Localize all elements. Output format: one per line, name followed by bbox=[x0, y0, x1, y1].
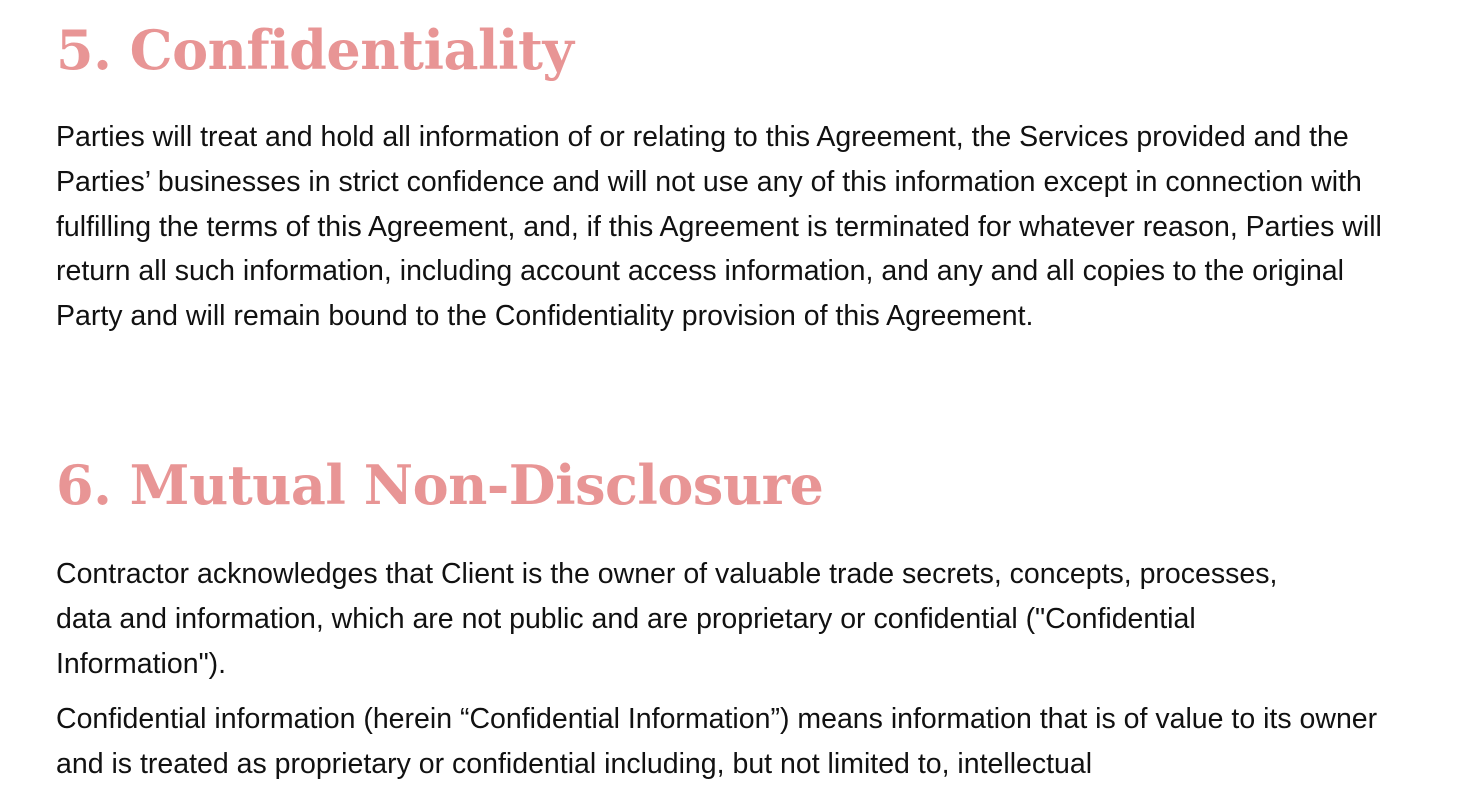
section-paragraph-mutual-non-disclosure-2: Confidential information (herein “Confidential Information”) means information that is of value to its owner and is treated as proprietary or confidential including, but not limited to, intellectual bbox=[56, 703, 1378, 780]
section-title-confidentiality: 5. Confidentiality bbox=[56, 18, 574, 82]
section-paragraph-confidentiality: Parties will treat and hold all information of or relating to this Agreement, the Services provided and the Parties’ businesses in strict confidence and will not use any of this information except in connection with fulfilling the terms of this Agreement, and, if this Agreement is terminated for whatever reason, Parties will return all such information, including account access information, and any and all copies to the original Party and will remain bound to the Confidentiality provision of this Agreement. bbox=[56, 121, 1382, 333]
section-paragraph-mutual-non-disclosure-1: Contractor acknowledges that Client is the owner of valuable trade secrets, concepts, processes, data and information, which are not public and are proprietary or confidential ("Confidential Information"). bbox=[56, 558, 1278, 680]
section-title-mutual-non-disclosure: 6. Mutual Non-Disclosure bbox=[56, 453, 824, 517]
